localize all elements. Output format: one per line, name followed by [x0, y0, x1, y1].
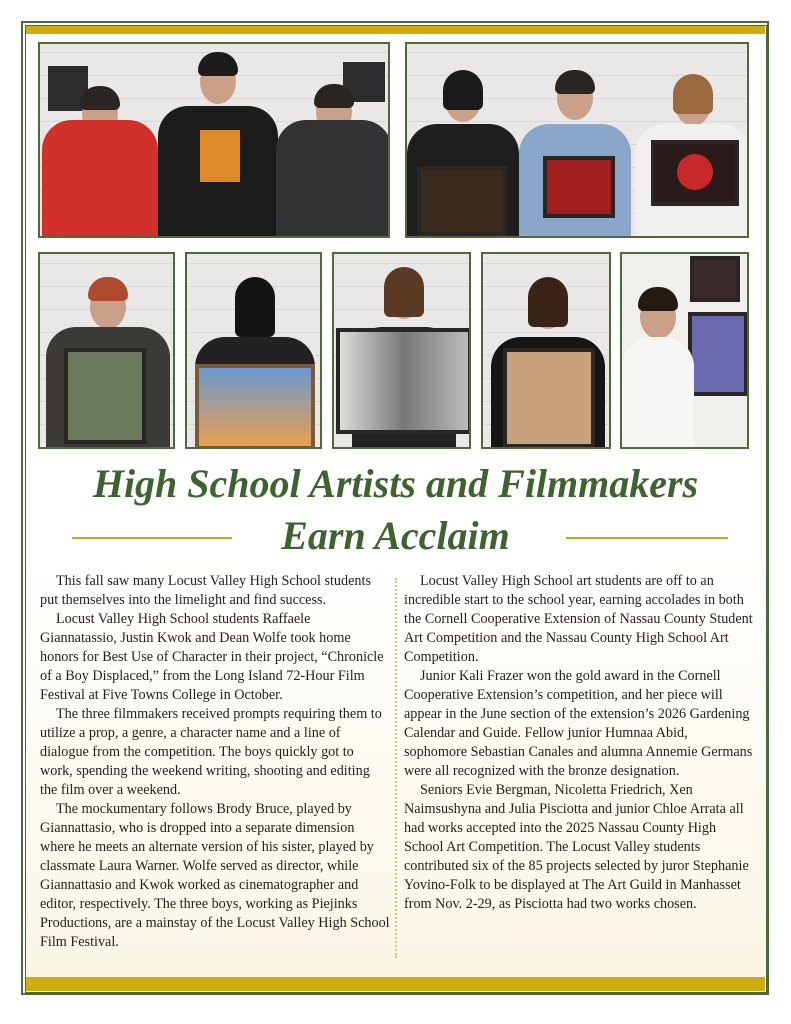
paragraph: Locust Valley High School students Raffaele Giannatassio, Justin Kwok and Dean Wolfe took home honors for Best Use of Character in their project, “Chronicle of a Boy Displaced,” from the Long Island 72-Hour Film Festival at Five Towns College in October. [40, 611, 384, 703]
paragraph: Junior Kali Frazer won the gold award in the Cornell Cooperative Extension’s competition, and her piece will appear in the June section of the extension’s 2026 Gardening Calendar and Guide. Fellow junior Humnaa Abid, sophomore Sebastian Canales and alumna Annemie Germans were all recognized with the bronze designation. [404, 668, 753, 779]
column-divider [395, 578, 397, 958]
gold-bar-bottom [26, 977, 765, 991]
headline-line-2: Earn Acclaim [281, 513, 510, 558]
paragraph: Locust Valley High School art students are off to an incredible start to the school year, earning accolades in both the Cornell Cooperative Extension of Nassau County Student Art Competition and the Nassau County High School Art Competition. [404, 573, 753, 665]
photo-student-3 [332, 252, 471, 449]
headline-line-1: High School Artists and Filmmakers [92, 461, 699, 506]
photo-student-1 [38, 252, 175, 449]
article-column-right [404, 572, 754, 914]
article-column-left [40, 572, 390, 952]
paragraph: Seniors Evie Bergman, Nicoletta Friedrich, Xen Naimsushyna and Julia Pisciotta and junior Chloe Arrata all had works accepted into the 2025 Nassau County High School Art Competition. The Locust Valley students contributed six of the 85 projects selected by juror Stephanie Yovino-Folk to be displayed at The Art Guild in Manhasset from Nov. 2-29, as Pisciotta had two works chosen. [404, 782, 749, 912]
paragraph: This fall saw many Locust Valley High School students put themselves into the limelight and find success. [40, 573, 371, 608]
headline-rule-right [566, 537, 728, 539]
photo-art-students-group [405, 42, 749, 238]
paragraph: The three filmmakers received prompts requiring them to utilize a prop, a genre, a character name and a line of dialogue from the competition. The boys quickly got to work, spending the weekend writing, shooting and editing the film over a weekend. [40, 706, 382, 798]
photo-student-2 [185, 252, 322, 449]
photo-student-5 [620, 252, 749, 449]
paragraph: The mockumentary follows Brody Bruce, played by Giannattasio, who is dropped into a separate dimension where he meets an alternate version of his sister, played by classmate Laura Warner. Wolfe served as director, while Giannattasio and Kwok worked as cinematographer and editor, respectively. The three boys, working as Piejinks Productions, are a mainstay of the Locust Valley High School Film Festival. [40, 801, 390, 950]
photo-filmmakers [38, 42, 390, 238]
gold-bar-top [26, 26, 765, 34]
photo-student-4 [481, 252, 611, 449]
